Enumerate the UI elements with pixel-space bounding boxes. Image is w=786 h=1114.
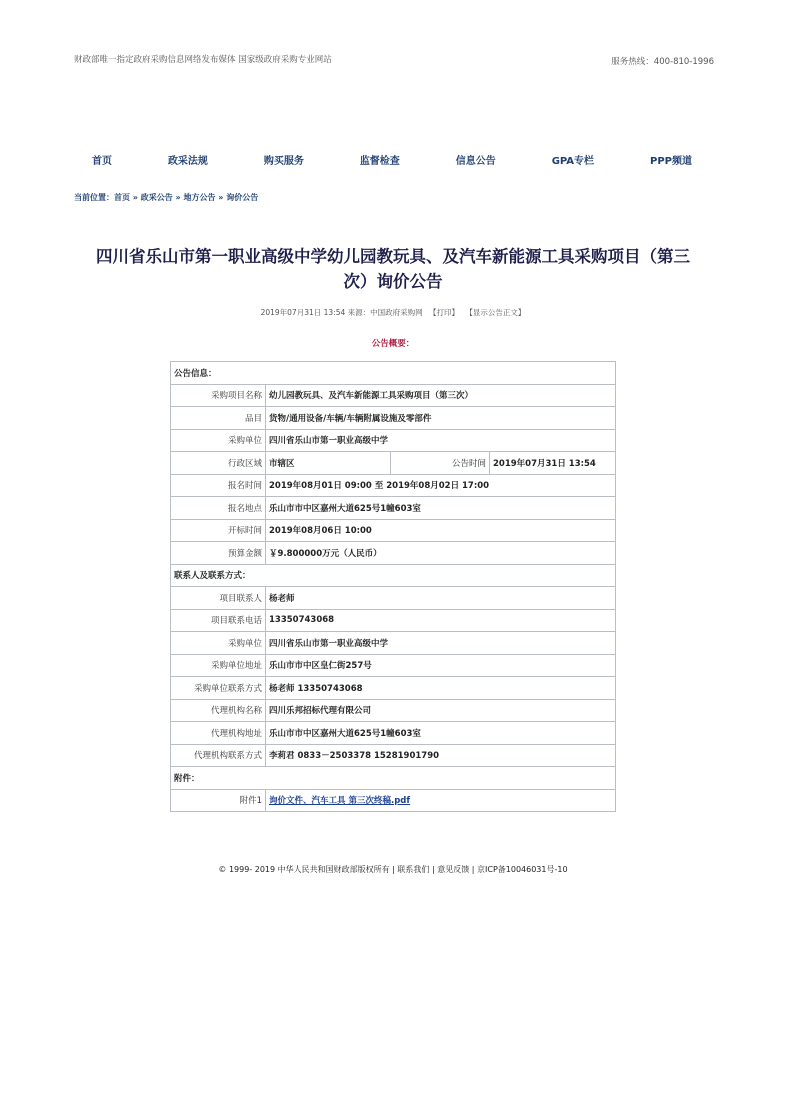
breadcrumb-sep: » bbox=[215, 193, 227, 202]
nav-announcements[interactable]: 信息公告 bbox=[455, 156, 496, 167]
agency-contact: 李莉君 0833－2503378 15281901790 bbox=[266, 744, 616, 767]
field-label: 开标时间 bbox=[171, 519, 266, 542]
breadcrumb-sep: » bbox=[172, 193, 184, 202]
table-row bbox=[171, 632, 616, 655]
service-hotline: 服务热线：400-810-1996 bbox=[611, 57, 714, 67]
section-attachments: 附件： bbox=[171, 767, 616, 790]
nav-gpa[interactable]: GPA专栏 bbox=[551, 156, 595, 167]
table-row bbox=[171, 722, 616, 745]
table-row bbox=[171, 542, 616, 565]
table-row bbox=[171, 564, 616, 587]
table-row bbox=[171, 474, 616, 497]
purchaser-contact: 杨老师 13350743068 bbox=[266, 677, 616, 700]
footer: © 1999- 2019 中华人民共和国财政部版权所有 | 联系我们 | 意见反馈 | 京ICP备10046031号-10 bbox=[218, 865, 568, 874]
notice-time: 2019年07月31日 13:54 bbox=[490, 452, 616, 475]
show-body-link[interactable]: 【显示公告正文】 bbox=[465, 308, 526, 317]
field-label: 采购单位 bbox=[171, 632, 266, 655]
breadcrumb-notices[interactable]: 政采公告 bbox=[140, 193, 173, 202]
summary-heading: 公告概要： bbox=[371, 339, 415, 349]
field-label: 附件1 bbox=[171, 789, 266, 812]
table-row bbox=[171, 609, 616, 632]
project-contact: 杨老师 bbox=[266, 587, 616, 610]
bid-open-time: 2019年08月06日 10:00 bbox=[266, 519, 616, 542]
breadcrumb-sep: » bbox=[130, 193, 141, 202]
field-label: 采购项目名称 bbox=[171, 384, 266, 407]
project-name: 幼儿园教玩具、及汽车新能源工具采购项目（第三次） bbox=[266, 384, 616, 407]
nav-supervision[interactable]: 监督检查 bbox=[359, 156, 400, 167]
table-row bbox=[171, 677, 616, 700]
breadcrumb-prefix: 当前位置： bbox=[74, 193, 114, 202]
table-row bbox=[171, 587, 616, 610]
attachment-link[interactable]: 询价文件、汽车工具 第三次终稿.pdf bbox=[269, 796, 411, 807]
table-row bbox=[171, 429, 616, 452]
table-row bbox=[171, 654, 616, 677]
breadcrumb-home[interactable]: 首页 bbox=[114, 193, 130, 202]
table-row bbox=[171, 362, 616, 385]
attachment-cell bbox=[266, 789, 616, 812]
table-row bbox=[171, 452, 616, 475]
nav-purchase-services[interactable]: 购买服务 bbox=[263, 156, 304, 167]
purchaser-address: 乐山市市中区皇仁街257号 bbox=[266, 654, 616, 677]
field-label: 采购单位地址 bbox=[171, 654, 266, 677]
agency-address: 乐山市市中区嘉州大道625号1幢603室 bbox=[266, 722, 616, 745]
field-label: 项目联系人 bbox=[171, 587, 266, 610]
field-label: 代理机构地址 bbox=[171, 722, 266, 745]
title-line-2: 次）询价公告 bbox=[343, 272, 443, 291]
field-label: 报名地点 bbox=[171, 497, 266, 520]
main-nav bbox=[72, 152, 712, 167]
nav-ppp[interactable]: PPP频道 bbox=[649, 156, 692, 167]
breadcrumb bbox=[74, 192, 258, 203]
nav-home[interactable]: 首页 bbox=[92, 156, 112, 167]
page-title bbox=[70, 244, 716, 294]
field-label: 代理机构联系方式 bbox=[171, 744, 266, 767]
field-label: 品目 bbox=[171, 407, 266, 430]
agency-name: 四川乐邦招标代理有限公司 bbox=[266, 699, 616, 722]
table-row bbox=[171, 497, 616, 520]
nav-regulations[interactable]: 政采法规 bbox=[167, 156, 208, 167]
table-row bbox=[171, 407, 616, 430]
field-label: 采购单位联系方式 bbox=[171, 677, 266, 700]
field-label: 采购单位 bbox=[171, 429, 266, 452]
table-row bbox=[171, 767, 616, 790]
signup-time: 2019年08月01日 09:00 至 2019年08月02日 17:00 bbox=[266, 474, 616, 497]
article-meta bbox=[0, 307, 786, 318]
print-link[interactable]: 【打印】 bbox=[429, 308, 460, 317]
signup-place: 乐山市市中区嘉州大道625号1幢603室 bbox=[266, 497, 616, 520]
table-row bbox=[171, 519, 616, 542]
purchaser: 四川省乐山市第一职业高级中学 bbox=[266, 429, 616, 452]
field-label: 报名时间 bbox=[171, 474, 266, 497]
section-notice-info: 公告信息： bbox=[171, 362, 616, 385]
category: 货物/通用设备/车辆/车辆附属设施及零部件 bbox=[266, 407, 616, 430]
budget: ￥9.800000万元（人民币） bbox=[266, 542, 616, 565]
field-label: 项目联系电话 bbox=[171, 609, 266, 632]
breadcrumb-local-notices[interactable]: 地方公告 bbox=[183, 193, 216, 202]
notice-summary-table bbox=[170, 361, 616, 812]
breadcrumb-inquiry-notices[interactable]: 询价公告 bbox=[226, 193, 259, 202]
table-row bbox=[171, 789, 616, 812]
table-row bbox=[171, 744, 616, 767]
site-slogan: 财政部唯一指定政府采购信息网络发布媒体 国家级政府采购专业网站 bbox=[74, 55, 332, 65]
project-contact-phone: 13350743068 bbox=[266, 609, 616, 632]
region: 市辖区 bbox=[266, 452, 391, 475]
table-row bbox=[171, 384, 616, 407]
field-label: 行政区域 bbox=[171, 452, 266, 475]
publish-info: 2019年07月31日 13:54 来源：中国政府采购网 bbox=[260, 308, 423, 317]
section-contact: 联系人及联系方式： bbox=[171, 564, 616, 587]
table-row bbox=[171, 699, 616, 722]
title-line-1: 四川省乐山市第一职业高级中学幼儿园教玩具、及汽车新能源工具采购项目（第三 bbox=[96, 247, 690, 266]
field-label: 预算金额 bbox=[171, 542, 266, 565]
field-label: 代理机构名称 bbox=[171, 699, 266, 722]
purchaser-unit: 四川省乐山市第一职业高级中学 bbox=[266, 632, 616, 655]
field-label: 公告时间 bbox=[391, 452, 490, 475]
